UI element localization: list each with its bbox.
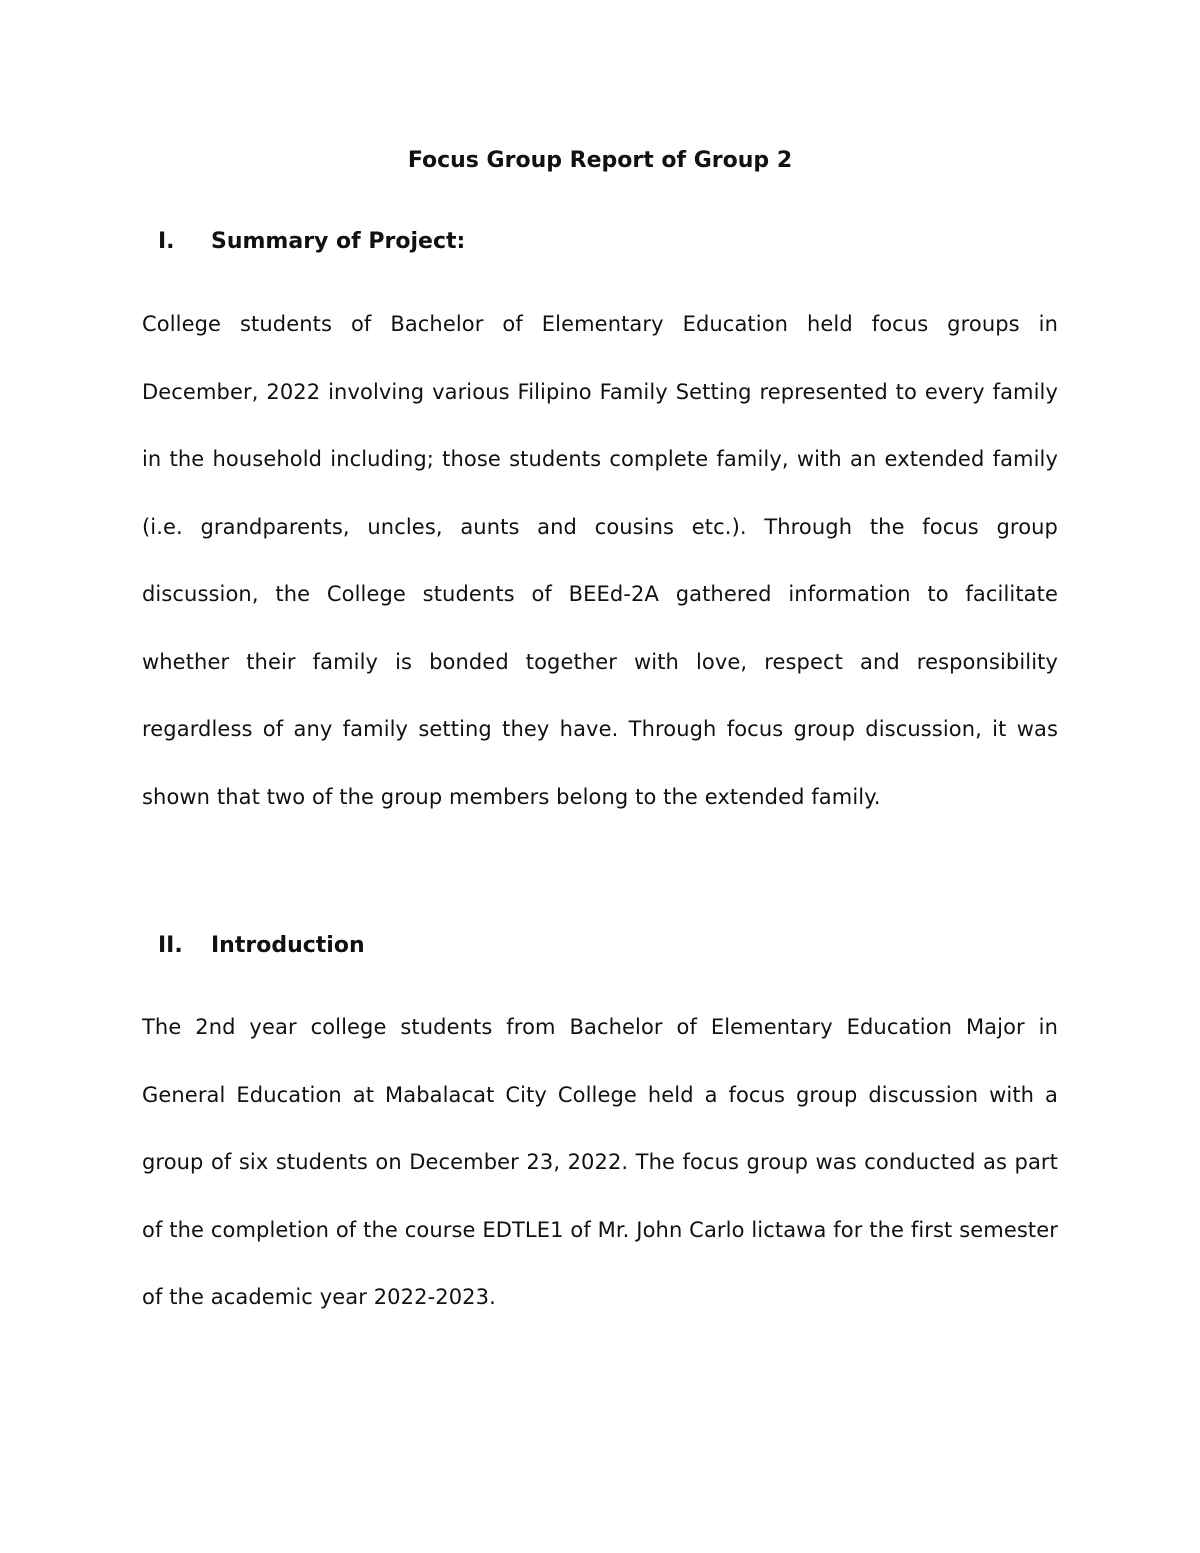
section-number: I. — [158, 229, 175, 254]
section-heading-text: Summary of Project: — [211, 229, 466, 254]
section-heading-summary — [158, 225, 1058, 259]
section-heading-introduction — [158, 929, 1058, 963]
introduction-paragraph: The 2nd year college students from Bachelor of Elementary Education Major in General Education at Mabalacat City College held a focus group discussion with a group of six students on December 23, 2022. The focus group was conducted as part of the completion of the course EDTLE1 of Mr. John Carlo lictawa for the first semester of the academic year 2022-2023. — [142, 1015, 1058, 1309]
section-heading-text: Introduction — [211, 933, 365, 958]
document-title: Focus Group Report of Group 2 — [407, 148, 793, 173]
summary-paragraph: College students of Bachelor of Elementary Education held focus groups in December, 2022 involving various Filipino Family Setting represented to every family in the household including; those students complete family, with an extended family (i.e. grandparents, uncles, aunts and cousins etc.). Through the focus group discussion, the College students of BEEd-2A gathered information to facilitate whether their family is bonded together with love, respect and responsibility regardless of any family setting they have. Through focus group discussion, it was shown that two of the group members belong to the extended family. — [142, 312, 1058, 809]
section-number: II. — [158, 933, 183, 958]
